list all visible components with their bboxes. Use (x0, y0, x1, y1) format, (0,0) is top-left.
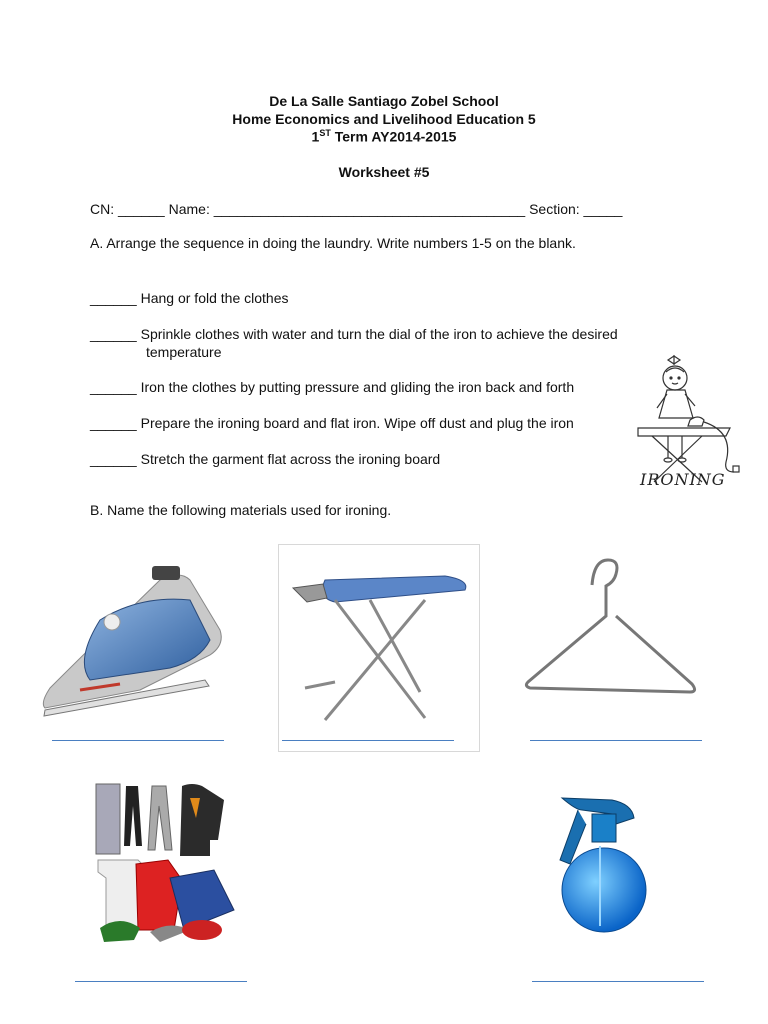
answer-blank-5[interactable] (532, 981, 704, 982)
picture-clothes (90, 778, 240, 950)
worksheet-title: Worksheet #5 (338, 164, 430, 180)
picture-ironing-board (285, 560, 470, 730)
ironing-clipart-label: IRONING (640, 470, 726, 489)
term-line (0, 128, 768, 145)
sequence-item-continuation: temperature (146, 344, 222, 360)
sequence-item-text: ______ Stretch the garment flat across the ironing board (90, 451, 441, 467)
term-text: Term AY2014-2015 (330, 128, 457, 145)
answer-blank-4[interactable] (75, 981, 247, 982)
spray-bottle-icon (548, 790, 658, 940)
picture-hanger (522, 555, 707, 705)
picture-flat-iron (40, 560, 230, 720)
sequence-item[interactable] (90, 414, 574, 432)
ironing-board-icon (285, 560, 470, 730)
sequence-item-text: ______ Iron the clothes by putting pressure and gliding the iron back and forth (90, 379, 575, 395)
answer-blank-1[interactable] (52, 740, 224, 741)
sequence-item-text: ______ Hang or fold the clothes (90, 290, 289, 306)
sequence-item[interactable] (90, 378, 574, 396)
girl-ironing-icon (630, 350, 750, 490)
student-info-line[interactable]: CN: ______ Name: ________________________________________ Section: _____ (90, 201, 623, 217)
clothes-icon (90, 778, 240, 950)
hanger-icon (522, 555, 707, 705)
answer-blank-3[interactable] (530, 740, 702, 741)
sequence-item[interactable] (90, 450, 440, 468)
section-b-instruction: B. Name the following materials used for ironing. (90, 502, 392, 518)
picture-spray-bottle (548, 790, 658, 940)
term-superscript: ST (319, 128, 331, 138)
ironing-girl-clipart (630, 350, 750, 490)
school-name: De La Salle Santiago Zobel School (269, 93, 499, 109)
sequence-item-text: ______ Sprinkle clothes with water and turn the dial of the iron to achieve the desired (90, 326, 618, 342)
answer-blank-2[interactable] (282, 740, 454, 741)
sequence-item[interactable] (90, 289, 288, 307)
subject-title: Home Economics and Livelihood Education 5 (232, 111, 536, 127)
section-a-instruction: A. Arrange the sequence in doing the laundry. Write numbers 1-5 on the blank. (90, 235, 576, 251)
sequence-item-text: ______ Prepare the ironing board and flat iron. Wipe off dust and plug the iron (90, 415, 574, 431)
flat-iron-icon (40, 560, 230, 720)
term-number: 1 (311, 128, 320, 145)
sequence-item[interactable] (90, 325, 618, 361)
